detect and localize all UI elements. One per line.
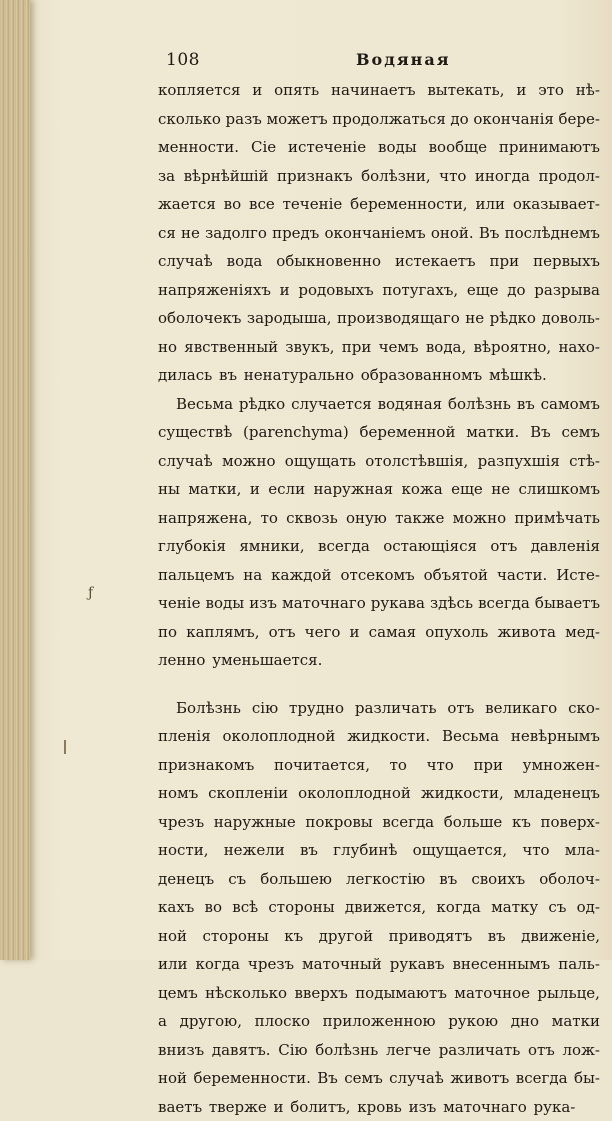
word: движеніе,	[521, 922, 600, 951]
word: также	[395, 504, 444, 533]
word: при	[473, 751, 503, 780]
word: наружная	[314, 475, 394, 504]
word: животъ	[450, 1064, 509, 1093]
word: ченіе	[158, 589, 200, 618]
word: окончаніемъ	[325, 219, 426, 248]
word: чрезъ	[158, 808, 204, 837]
word: по	[158, 618, 177, 647]
word: болѣзни,	[361, 162, 431, 191]
word: стороны	[268, 893, 334, 922]
word: паль-	[558, 950, 600, 979]
running-head: Водяная	[356, 50, 451, 69]
text-line	[158, 418, 600, 447]
word: великаго	[485, 694, 557, 723]
text-line	[158, 950, 600, 979]
word: ности,	[158, 836, 209, 865]
word: случаѣ	[158, 247, 213, 276]
word: рѣдко	[490, 304, 536, 333]
text-line	[158, 808, 600, 837]
word: чрезъ	[248, 950, 294, 979]
word: не	[491, 475, 510, 504]
word: отъ	[447, 694, 474, 723]
word: отсекомъ	[340, 561, 414, 590]
text-line	[158, 618, 600, 647]
word: копляется	[158, 76, 240, 105]
word: оную	[346, 504, 387, 533]
word: маточное	[454, 979, 530, 1008]
word: лож-	[563, 1036, 600, 1065]
word: мед-	[565, 618, 600, 647]
word: и	[280, 276, 290, 305]
word: рукою	[448, 1007, 498, 1036]
word: напряженіяхъ	[158, 276, 271, 305]
word: можно	[453, 504, 507, 533]
word: за	[158, 162, 175, 191]
text-line	[158, 836, 600, 865]
page-header	[166, 50, 596, 74]
word: все	[249, 190, 275, 219]
word: на	[243, 561, 262, 590]
word: младенецъ	[514, 779, 600, 808]
paragraph	[158, 694, 600, 1121]
word: нѣсколько	[205, 979, 287, 1008]
word: умножен-	[523, 751, 600, 780]
word: ощущать	[285, 447, 356, 476]
text-line	[158, 751, 600, 780]
word: опять	[274, 76, 319, 105]
text-line	[158, 979, 600, 1008]
word: послѣднемъ	[505, 219, 600, 248]
word: бере-	[559, 105, 600, 134]
word: кровь	[357, 1093, 402, 1121]
word: разъ	[226, 105, 262, 134]
word: и	[252, 76, 262, 105]
word: почитается,	[274, 751, 370, 780]
word: если	[268, 475, 305, 504]
word: вытекать,	[427, 76, 504, 105]
word: первыхъ	[533, 247, 600, 276]
word: что	[439, 162, 466, 191]
word: жидкости,	[421, 779, 504, 808]
word: оной.	[431, 219, 474, 248]
word: дилась	[158, 361, 212, 390]
word: еще	[467, 276, 499, 305]
word: въ	[219, 361, 237, 390]
word: въ	[488, 922, 506, 951]
word: можетъ	[266, 105, 327, 134]
word: продолжаться	[332, 105, 446, 134]
text-line	[158, 779, 600, 808]
word: матку	[491, 893, 538, 922]
word: вообще	[429, 133, 487, 162]
word: до	[507, 276, 525, 305]
word: всегда	[318, 532, 370, 561]
word: семъ	[344, 1064, 383, 1093]
word: когда	[196, 950, 240, 979]
word: всегда	[516, 1064, 568, 1093]
text-line	[158, 722, 600, 751]
word: Весьма	[176, 390, 233, 419]
word: стѣ-	[569, 447, 600, 476]
book-gutter	[0, 0, 30, 960]
word: цемъ	[158, 979, 198, 1008]
word: примѣчать	[514, 504, 600, 533]
word: звукъ,	[285, 333, 334, 362]
word: Въ	[317, 1064, 338, 1093]
word: денецъ	[158, 865, 214, 894]
word: части.	[497, 561, 547, 590]
word: сквозь	[286, 504, 338, 533]
word: другою,	[180, 1007, 242, 1036]
word: признакъ	[277, 162, 353, 191]
text-line	[158, 694, 600, 723]
word: существѣ	[158, 418, 232, 447]
word: больше	[444, 808, 503, 837]
word: въ	[517, 390, 535, 419]
word: давятъ.	[212, 1036, 271, 1065]
paragraph	[158, 390, 600, 675]
word: ненатурально	[244, 361, 354, 390]
word: од-	[577, 893, 600, 922]
word: нахо-	[558, 333, 600, 362]
word: а	[158, 1007, 167, 1036]
word: каплямъ,	[186, 618, 259, 647]
word: то	[261, 504, 278, 533]
word: стороны	[202, 922, 268, 951]
word: здѣсь	[430, 589, 473, 618]
word: мла-	[565, 836, 600, 865]
word: въ	[439, 865, 457, 894]
text-line	[158, 76, 600, 105]
word: при	[342, 333, 372, 362]
word: рукава	[371, 589, 425, 618]
word: вода	[227, 247, 263, 276]
word: менности.	[158, 133, 239, 162]
margin-tick	[64, 740, 66, 754]
text-line	[158, 162, 600, 191]
word: изъ	[409, 1093, 437, 1121]
word: вверхъ	[294, 979, 347, 1008]
word: Въ	[479, 219, 500, 248]
word: глубинѣ	[333, 836, 397, 865]
word: истеченіе	[288, 133, 366, 162]
word: самая	[369, 618, 416, 647]
word: случаѣ	[158, 447, 213, 476]
word: остающіяся	[383, 532, 477, 561]
word: вода,	[426, 333, 466, 362]
text-line	[158, 589, 600, 618]
word: Сіе	[251, 133, 276, 162]
word: приложенною	[323, 1007, 436, 1036]
word: разрыва	[534, 276, 600, 305]
text-line	[158, 361, 600, 390]
word: матки.	[466, 418, 519, 447]
margin-mark: ƒ	[88, 585, 93, 601]
word: подымаютъ	[355, 979, 447, 1008]
word: нежели	[224, 836, 285, 865]
word: но	[158, 333, 177, 362]
word: водяная	[378, 390, 443, 419]
word: всегда	[478, 589, 530, 618]
word: оказывает-	[513, 190, 600, 219]
word: чемъ	[379, 333, 419, 362]
word: не	[181, 219, 200, 248]
word: жидкости.	[347, 722, 430, 751]
page-number: 108	[166, 50, 200, 70]
word: легче	[386, 1036, 431, 1065]
word: болѣзнь	[448, 390, 511, 419]
word: большею	[260, 865, 332, 894]
word: изъ	[249, 589, 277, 618]
word: еще	[451, 475, 483, 504]
word: съ	[228, 865, 246, 894]
text-line	[158, 922, 600, 951]
word: живота	[497, 618, 556, 647]
word: матки,	[188, 475, 241, 504]
word: напряжена,	[158, 504, 252, 533]
word: номъ	[158, 779, 198, 808]
word: всѣ	[232, 893, 258, 922]
word: отъ	[528, 1036, 555, 1065]
word: ной	[158, 922, 187, 951]
word: задолго	[205, 219, 267, 248]
text-line	[158, 447, 600, 476]
word: пальцемъ	[158, 561, 234, 590]
word: потугахъ,	[382, 276, 458, 305]
word: начинаетъ	[331, 76, 416, 105]
word: всегда	[382, 808, 434, 837]
word: воды	[378, 133, 417, 162]
word: къ	[512, 808, 531, 837]
word: ся	[158, 219, 176, 248]
word: оболоч-	[539, 865, 600, 894]
word: истекаетъ	[395, 247, 476, 276]
word: къ	[284, 922, 303, 951]
word: объятой	[424, 561, 488, 590]
word: маточный	[302, 950, 382, 979]
word: оболочекъ	[158, 304, 241, 333]
word: матки	[552, 1007, 600, 1036]
word: или	[475, 190, 505, 219]
word: скопленіи	[208, 779, 288, 808]
word: кахъ	[158, 893, 194, 922]
body-text	[158, 76, 600, 1121]
word: предъ	[272, 219, 319, 248]
word: рѣдко	[239, 390, 285, 419]
word: каждой	[271, 561, 331, 590]
word: маточнаго	[282, 589, 366, 618]
word: Весьма	[442, 722, 499, 751]
word: чего	[305, 618, 341, 647]
word: то	[390, 751, 407, 780]
word: давленія	[531, 532, 600, 561]
word: въ	[300, 836, 318, 865]
word: во	[205, 893, 222, 922]
word: пленія	[158, 722, 211, 751]
word: различать	[355, 694, 437, 723]
word: кожа	[402, 475, 443, 504]
word: рука-	[534, 1093, 576, 1121]
word: и	[350, 618, 360, 647]
text-line	[158, 561, 600, 590]
word: невѣрнымъ	[511, 722, 600, 751]
word: (parenchyma)	[243, 418, 349, 447]
text-line	[158, 133, 600, 162]
word: рыльце,	[537, 979, 600, 1008]
word: до	[450, 105, 468, 134]
word: и	[274, 1093, 284, 1121]
word: можно	[222, 447, 276, 476]
word: сію	[252, 694, 278, 723]
word: отъ	[269, 618, 296, 647]
word: нѣ-	[576, 76, 600, 105]
word: бы-	[574, 1064, 600, 1093]
word: и	[250, 475, 260, 504]
word: доволь-	[541, 304, 600, 333]
word: приводятъ	[389, 922, 473, 951]
text-line	[158, 893, 600, 922]
word: явственный	[184, 333, 278, 362]
text-line	[158, 1007, 600, 1036]
word: болитъ,	[290, 1093, 350, 1121]
word: трудно	[289, 694, 344, 723]
word: родовыхъ	[298, 276, 373, 305]
text-line	[158, 190, 600, 219]
word: ны	[158, 475, 180, 504]
word: производящаго	[337, 304, 460, 333]
word: Болѣзнь	[176, 694, 241, 723]
word: отъ	[490, 532, 517, 561]
word: ощущается,	[413, 836, 508, 865]
word: воды	[206, 589, 245, 618]
word: Въ	[530, 418, 551, 447]
text-line	[158, 390, 600, 419]
word: глубокія	[158, 532, 226, 561]
word: Исте-	[556, 561, 600, 590]
word: сколько	[158, 105, 221, 134]
word: болѣзнь	[315, 1036, 378, 1065]
word: околоплодной	[223, 722, 336, 751]
paragraph	[158, 76, 600, 390]
word: мѣшкѣ.	[489, 361, 547, 390]
word: ско-	[568, 694, 600, 723]
word: плоско	[255, 1007, 310, 1036]
word: и	[516, 76, 526, 105]
word: беременной	[359, 418, 455, 447]
word: тверже	[209, 1093, 267, 1121]
word: рукавъ	[390, 950, 445, 979]
word: вѣрнѣйшій	[184, 162, 269, 191]
word: теченіе	[283, 190, 343, 219]
word: когда	[436, 893, 480, 922]
text-line	[158, 304, 600, 333]
paragraph-gap	[158, 675, 600, 694]
word: покровы	[305, 808, 372, 837]
word: другой	[319, 922, 374, 951]
text-line	[158, 646, 600, 675]
word: это	[538, 76, 564, 105]
word: ной	[158, 1064, 187, 1093]
word: наружные	[214, 808, 296, 837]
word: внесеннымъ	[452, 950, 550, 979]
word: вѣроятно,	[474, 333, 552, 362]
word: маточнаго	[443, 1093, 527, 1121]
word: не	[465, 304, 484, 333]
text-line	[158, 333, 600, 362]
word: околоплодной	[298, 779, 411, 808]
word: продол-	[538, 162, 600, 191]
word: опухоль	[425, 618, 488, 647]
word: случаѣ	[389, 1064, 444, 1093]
word: разпухшія	[478, 447, 560, 476]
word: что	[427, 751, 454, 780]
text-line	[158, 276, 600, 305]
text-line	[158, 865, 600, 894]
text-line	[158, 219, 600, 248]
word: самомъ	[541, 390, 600, 419]
text-line	[158, 1093, 600, 1121]
text-line	[158, 475, 600, 504]
word: различать	[439, 1036, 521, 1065]
word: признакомъ	[158, 751, 254, 780]
word: своихъ	[471, 865, 525, 894]
word: ленно	[158, 646, 205, 675]
word: или	[158, 950, 188, 979]
word: бываетъ	[535, 589, 600, 618]
text-line	[158, 504, 600, 533]
word: что	[522, 836, 549, 865]
word: обыкновенно	[276, 247, 381, 276]
word: ямники,	[239, 532, 304, 561]
word: беременности,	[350, 190, 467, 219]
word: семъ	[561, 418, 600, 447]
word: жается	[158, 190, 216, 219]
word: Сію	[278, 1036, 307, 1065]
text-line	[158, 1064, 600, 1093]
word: ваетъ	[158, 1093, 202, 1121]
word: дно	[511, 1007, 539, 1036]
word: внизъ	[158, 1036, 204, 1065]
word: иногда	[475, 162, 530, 191]
text-line	[158, 532, 600, 561]
word: зародыша,	[247, 304, 332, 333]
word: поверх-	[540, 808, 599, 837]
word: окончанія	[473, 105, 554, 134]
word: при	[490, 247, 520, 276]
word: образованномъ	[361, 361, 482, 390]
text-line	[158, 247, 600, 276]
word: легкостію	[346, 865, 425, 894]
word: принимаютъ	[499, 133, 600, 162]
word: движется,	[345, 893, 426, 922]
text-line	[158, 1036, 600, 1065]
word: беременности.	[193, 1064, 310, 1093]
word: отолстѣвшія,	[365, 447, 468, 476]
text-line	[158, 105, 600, 134]
word: случается	[291, 390, 372, 419]
word: съ	[548, 893, 566, 922]
word: во	[224, 190, 241, 219]
word: слишкомъ	[519, 475, 601, 504]
word: уменьшается.	[212, 646, 322, 675]
